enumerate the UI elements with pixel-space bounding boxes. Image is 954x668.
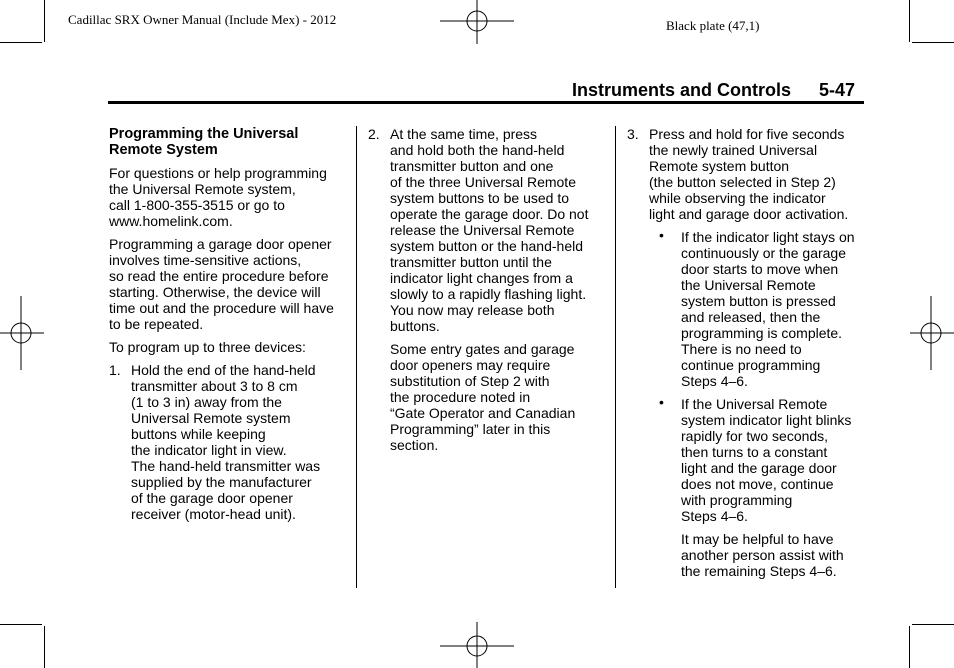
step-number: 3. bbox=[627, 126, 639, 142]
step-text: Press and hold for five seconds the newly trained Universal Remote system button (the button selected in Step 2) while observing the indicator light and garage door activation. bbox=[649, 126, 849, 222]
step-text: Hold the end of the hand-held transmitter about 3 to 8 cm (1 to 3 in) away from the Universal Remote system buttons while keeping the indicator light in view. The hand-held transmitter was supplied by the manufacturer of the garage door opener receiver (motor-head unit). bbox=[131, 362, 321, 522]
header-rule bbox=[108, 101, 864, 104]
section-header bbox=[572, 80, 855, 101]
page-number: 5-47 bbox=[819, 80, 856, 100]
step-2-note: Some entry gates and garage door openers may require substitution of Step 2 with the procedure noted in “Gate Operator and Canadian Programming” later in this section. bbox=[390, 341, 576, 453]
step-3 bbox=[627, 126, 869, 222]
bullet-text: If the Universal Remote system indicator light blinks rapidly for two seconds, then turns to a constant light and the garage door does not move, continue with programming Steps 4–6. bbox=[681, 396, 852, 524]
column-2 bbox=[368, 126, 608, 460]
section-title: Instruments and Controls bbox=[572, 80, 792, 100]
manual-title: Cadillac SRX Owner Manual (Include Mex) - 2012 bbox=[68, 12, 337, 27]
step-text: At the same time, press and hold both the hand-held transmitter button and one of the three Universal Remote system buttons to be used to operate the garage door. Do not release the Universal Remote system button or the hand-held transmitter button until the indicator light changes from a slowly to a rapidly flashing light. You now may release both buttons. bbox=[390, 126, 589, 334]
paragraph-timing: Programming a garage door opener involves time-sensitive actions, so read the entire procedure before starting. Otherwise, the device will time out and the procedure will have to be repeated. bbox=[109, 236, 334, 332]
paragraph-intro: To program up to three devices: bbox=[109, 339, 306, 355]
bullet-icon: • bbox=[659, 227, 664, 243]
step-2 bbox=[368, 126, 608, 334]
plate-label: Black plate (47,1) bbox=[666, 18, 760, 33]
column-1 bbox=[109, 126, 349, 529]
registration-mark-bottom bbox=[440, 622, 516, 668]
step-1 bbox=[109, 362, 349, 522]
subsection-heading: Programming the Universal Remote System bbox=[109, 126, 299, 158]
column-divider-1 bbox=[356, 126, 357, 588]
bullet-item-1 bbox=[627, 229, 869, 389]
registration-mark-left bbox=[0, 296, 46, 372]
bullet-text: If the indicator light stays on continuously or the garage door starts to move when the Universal Remote system button is pressed and released, then the programming is complete. There is no need to continue programming Steps 4–6. bbox=[681, 229, 855, 389]
column-3 bbox=[627, 126, 869, 579]
bullet-item-2 bbox=[627, 396, 869, 524]
registration-mark-top bbox=[440, 0, 516, 48]
column-divider-2 bbox=[615, 126, 616, 588]
paragraph-help: For questions or help programming the Universal Remote system, call 1-800-355-3515 or go to www.homelink.com. bbox=[109, 165, 327, 229]
bullet-2-note: It may be helpful to have another person assist with the remaining Steps 4–6. bbox=[681, 531, 844, 579]
step-number: 1. bbox=[109, 362, 121, 378]
step-number: 2. bbox=[368, 126, 380, 142]
bullet-icon: • bbox=[659, 394, 664, 410]
registration-mark-right bbox=[908, 296, 954, 372]
